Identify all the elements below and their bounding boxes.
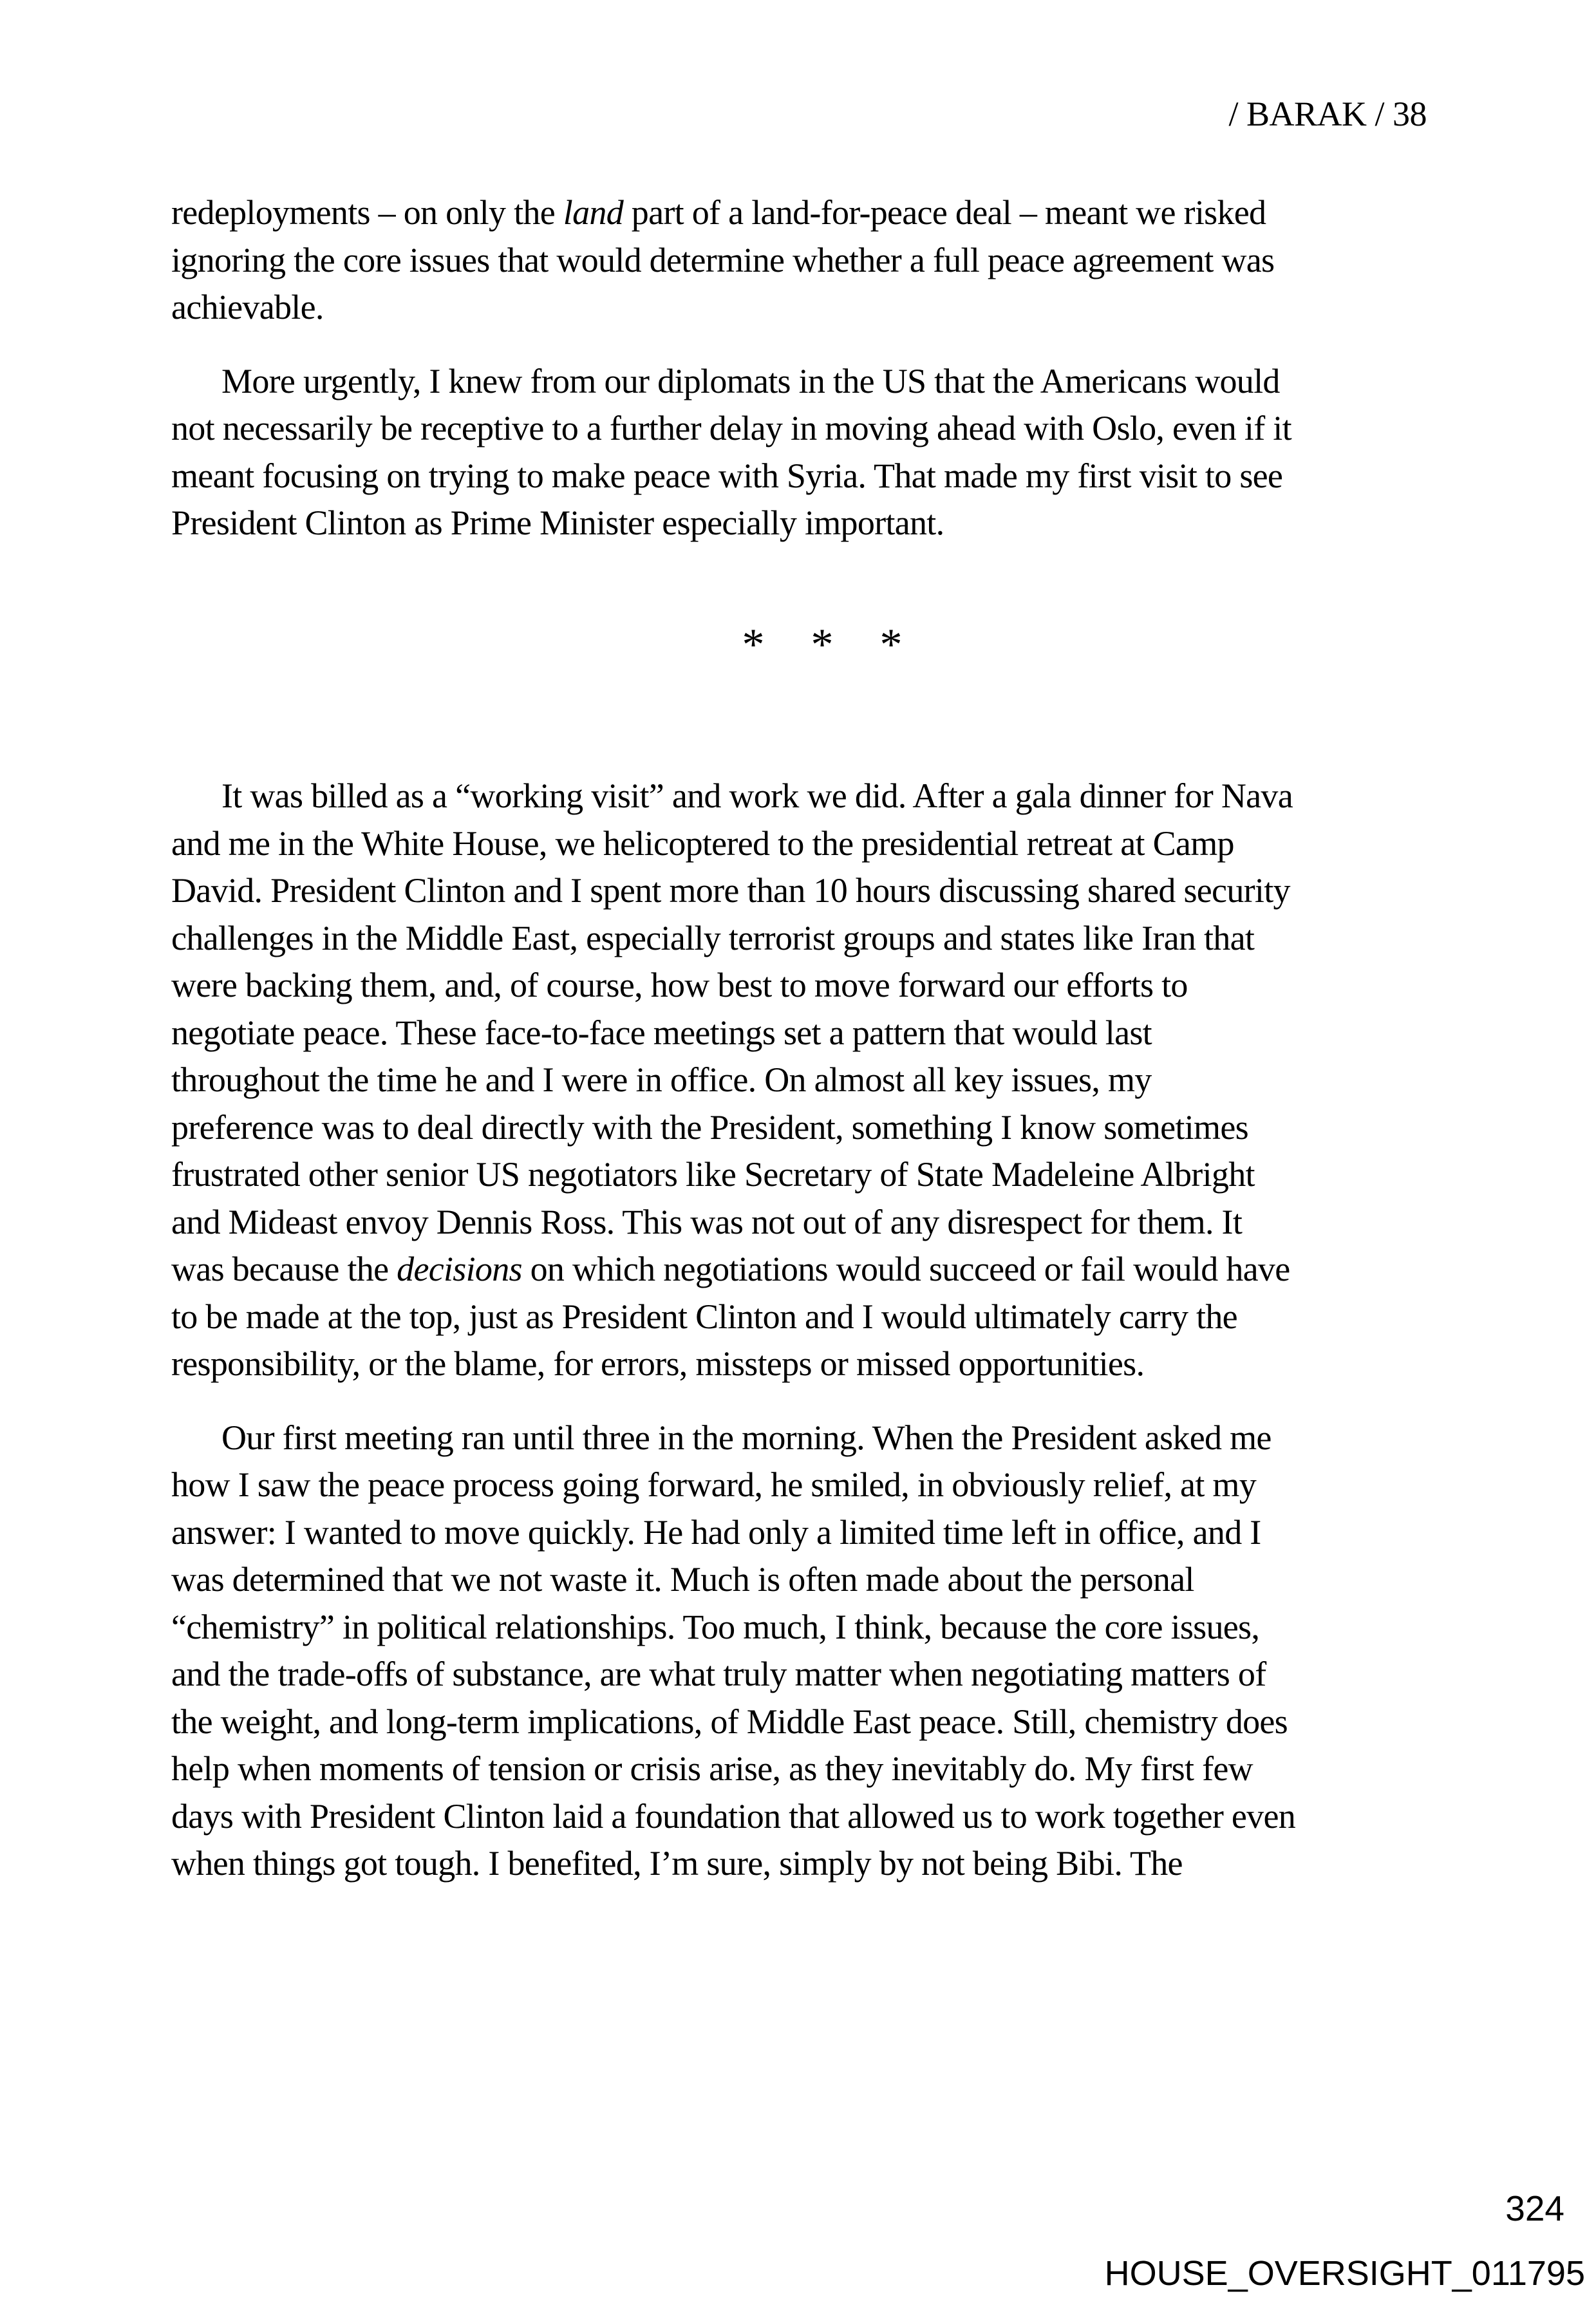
text-line	[171, 867, 1427, 915]
text-segment: and me in the White House, we helicoptered to the presidential retreat at Camp	[171, 823, 1234, 863]
text-line	[171, 1293, 1427, 1341]
text-segment: responsibility, or the blame, for errors, missteps or missed opportunities.	[171, 1344, 1145, 1383]
section-break	[171, 621, 1427, 669]
text-line	[171, 1556, 1427, 1604]
text-segment: on which negotiations would succeed or fail would have	[521, 1250, 1290, 1288]
asterisk: *	[742, 619, 765, 670]
text-line	[171, 820, 1427, 868]
paragraph	[171, 1415, 1427, 1888]
paragraph	[171, 358, 1427, 547]
text-segment: help when moments of tension or crisis arise, as they inevitably do. My first few	[171, 1749, 1253, 1788]
text-line	[171, 453, 1427, 500]
text-line	[171, 1793, 1427, 1841]
text-line	[171, 1651, 1427, 1698]
page-number: 324	[1505, 2188, 1564, 2228]
text-segment: and the trade-offs of substance, are what truly matter when negotiating matters of	[171, 1655, 1266, 1693]
text-line	[171, 284, 1427, 332]
text-line	[171, 405, 1427, 453]
text-segment: achievable.	[171, 288, 324, 326]
text-line	[171, 1745, 1427, 1793]
text-line	[171, 358, 1427, 406]
text-line	[171, 1199, 1427, 1246]
text-segment: answer: I wanted to move quickly. He had only a limited time left in office, and I	[171, 1512, 1261, 1552]
text-segment: challenges in the Middle East, especially terrorist groups and states like Iran that	[171, 918, 1255, 957]
text-segment: meant focusing on trying to make peace with Syria. That made my first visit to see	[171, 456, 1283, 495]
text-segment: More urgently, I knew from our diplomats in the US that the Americans would	[221, 361, 1280, 400]
text-segment: not necessarily be receptive to a further delay in moving ahead with Oslo, even if it	[171, 409, 1291, 447]
asterisk: *	[811, 619, 834, 670]
text-segment: preference was to deal directly with the President, something I know sometimes	[171, 1107, 1248, 1147]
text-line	[171, 237, 1427, 285]
text-segment: to be made at the top, just as President Clinton and I would ultimately carry the	[171, 1297, 1237, 1336]
text-line	[171, 189, 1427, 237]
text-line	[171, 1246, 1427, 1293]
text-segment: part of a land-for-peace deal – meant we risked	[623, 193, 1266, 232]
text-line	[171, 773, 1427, 820]
text-line	[171, 1415, 1427, 1462]
text-segment: “chemistry” in political relationships. Too much, I think, because the core issues,	[171, 1607, 1260, 1646]
text-segment: were backing them, and, of course, how best to move forward our efforts to	[171, 966, 1188, 1004]
text-segment: was because the	[171, 1250, 397, 1288]
italic-text: land	[563, 193, 623, 232]
text-segment: redeployments – on only the	[171, 193, 563, 232]
text-line	[171, 962, 1427, 1010]
text-line	[171, 1604, 1427, 1651]
text-segment: when things got tough. I benefited, I’m sure, simply by not being Bibi. The	[171, 1844, 1183, 1883]
text-line	[171, 1340, 1427, 1388]
text-line	[171, 1057, 1427, 1104]
text-line	[171, 915, 1427, 963]
paragraph	[171, 773, 1427, 1388]
text-segment: was determined that we not waste it. Much is often made about the personal	[171, 1560, 1194, 1599]
text-segment: negotiate peace. These face-to-face meetings set a pattern that would last	[171, 1013, 1152, 1052]
text-segment: It was billed as a “working visit” and work we did. After a gala dinner for Nava	[221, 776, 1293, 815]
text-line	[171, 1509, 1427, 1557]
text-segment: Our first meeting ran until three in the morning. When the President asked me	[221, 1418, 1272, 1457]
text-segment: throughout the time he and I were in office. On almost all key issues, my	[171, 1060, 1152, 1099]
text-segment: how I saw the peace process going forward, he smiled, in obviously relief, at my	[171, 1465, 1257, 1504]
text-segment: President Clinton as Prime Minister especially important.	[171, 503, 944, 542]
text-segment: David. President Clinton and I spent more than 10 hours discussing shared security	[171, 871, 1290, 910]
text-line	[171, 1462, 1427, 1509]
italic-text: decisions	[397, 1250, 522, 1288]
text-line	[171, 500, 1427, 547]
text-line	[171, 1104, 1427, 1152]
text-segment: ignoring the core issues that would determine whether a full peace agreement was	[171, 240, 1275, 279]
text-line	[171, 1840, 1427, 1888]
text-segment: the weight, and long-term implications, of Middle East peace. Still, chemistry does	[171, 1702, 1288, 1741]
text-segment: days with President Clinton laid a foundation that allowed us to work together even	[171, 1796, 1296, 1836]
text-line	[171, 1010, 1427, 1057]
paragraph	[171, 189, 1427, 332]
text-line	[171, 1151, 1427, 1199]
running-header: / BARAK / 38	[1228, 95, 1427, 133]
asterisk: *	[879, 619, 903, 670]
text-line	[171, 1698, 1427, 1746]
body-text	[171, 189, 1427, 1914]
text-segment: and Mideast envoy Dennis Ross. This was not out of any disrespect for them. It	[171, 1202, 1243, 1241]
text-segment: frustrated other senior US negotiators like Secretary of State Madeleine Albright	[171, 1155, 1255, 1194]
bates-stamp: HOUSE_OVERSIGHT_011795	[1104, 2254, 1585, 2293]
